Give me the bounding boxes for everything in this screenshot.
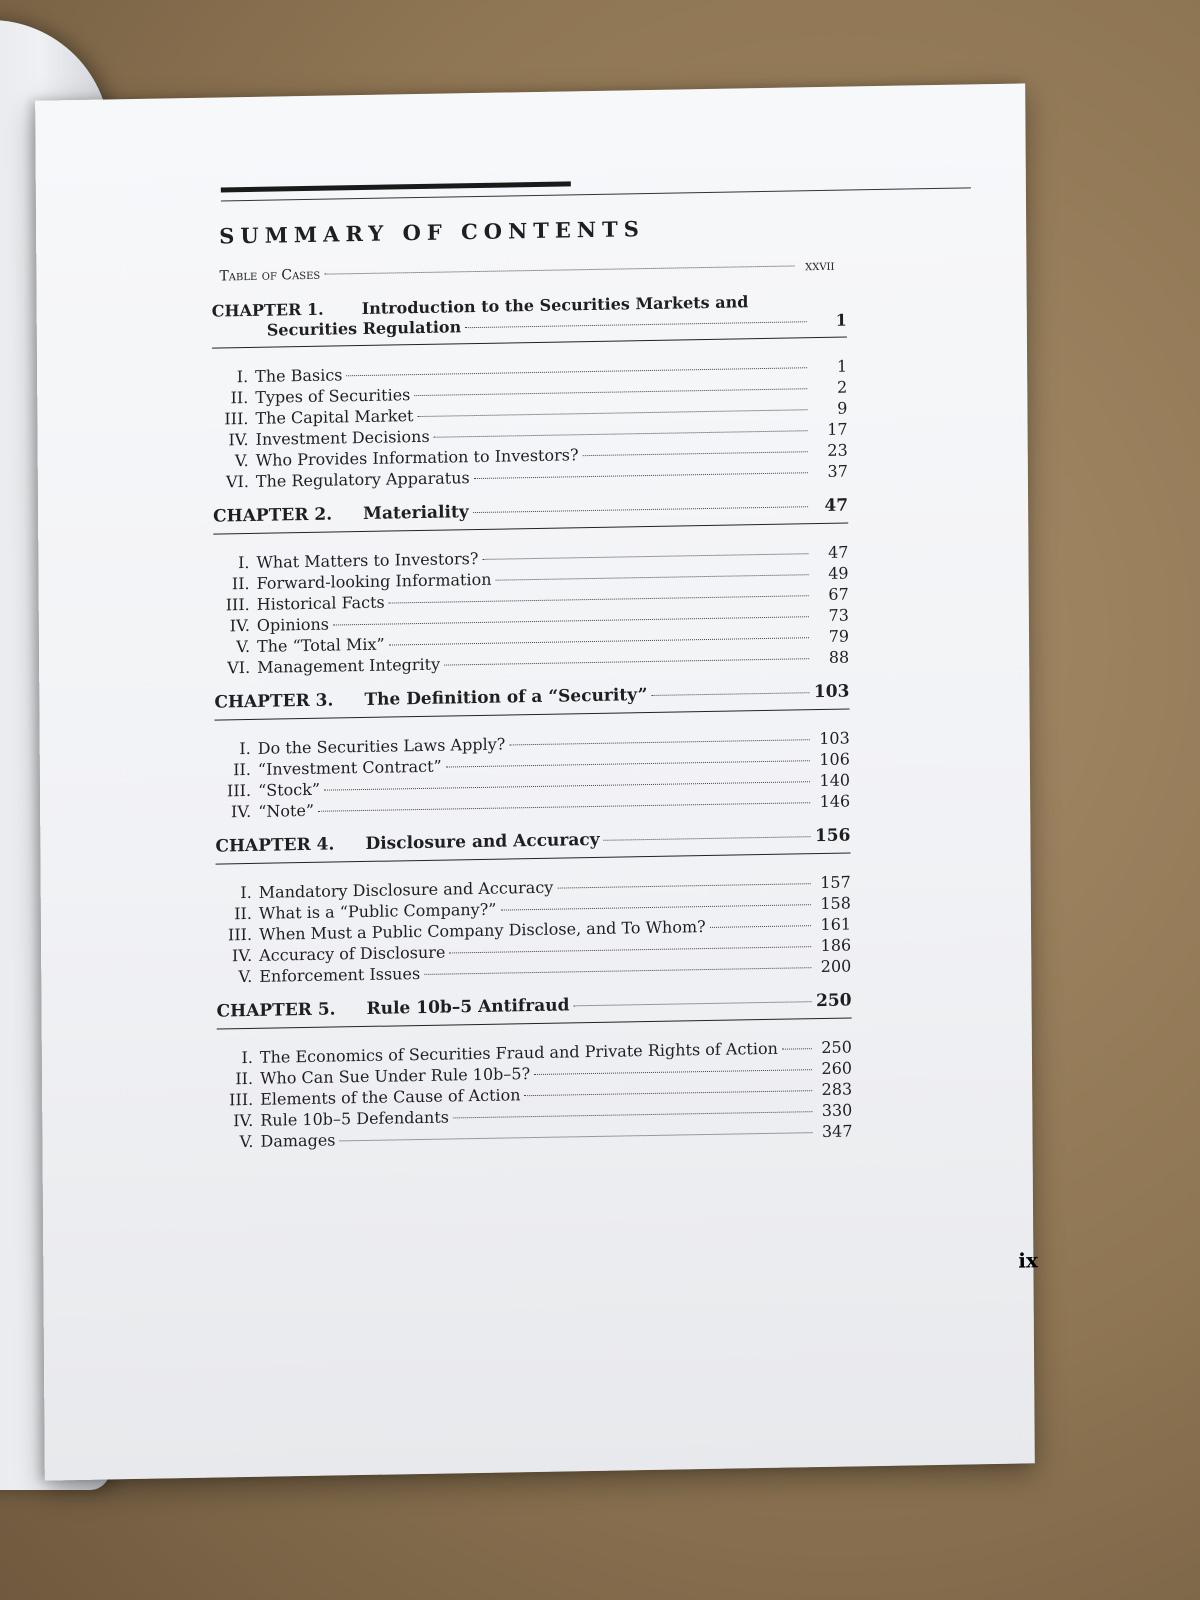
section-title: Management Integrity: [257, 654, 441, 677]
section-title: Types of Securities: [255, 385, 411, 407]
section-number: VI.: [225, 471, 249, 492]
chapter-page: 103: [813, 681, 850, 703]
section-number: I.: [241, 1047, 253, 1068]
dot-leader: [318, 802, 810, 812]
section-page: 9: [837, 398, 848, 418]
section-number: V.: [234, 450, 249, 471]
section-page: 73: [828, 605, 849, 625]
section-page: 347: [821, 1121, 853, 1141]
section-page: 1: [836, 356, 848, 376]
section-page: 161: [820, 914, 852, 935]
section-title: “Stock”: [257, 779, 321, 800]
dot-leader: [782, 1048, 812, 1050]
chapter-page: 47: [824, 495, 849, 516]
section-page: 88: [828, 647, 850, 667]
chapter-heading-line: [214, 682, 849, 714]
section-list: [216, 871, 852, 987]
dot-leader: [417, 409, 807, 417]
dot-leader: [710, 925, 811, 928]
section-page: 157: [820, 872, 851, 893]
chapter-heading-line: [217, 990, 852, 1022]
section-title: Forward-looking Information: [256, 569, 492, 593]
dot-leader: [424, 967, 811, 975]
section-number: III.: [224, 408, 249, 429]
section-title: Rule 10b–5 Defendants: [260, 1107, 450, 1130]
section-page: 17: [827, 419, 848, 439]
chapter-title-continued: Securities Regulation: [266, 317, 462, 340]
dot-leader: [583, 451, 808, 456]
section-page: 2: [837, 377, 848, 397]
section-number: I.: [236, 366, 249, 387]
chapter-heading: [215, 825, 850, 864]
section-list: [212, 356, 848, 493]
section-number: IV.: [228, 429, 249, 450]
chapter-title: Materiality: [363, 502, 469, 524]
section-number: II.: [234, 903, 252, 924]
section-number: V.: [238, 966, 253, 987]
section-number: III.: [226, 780, 252, 801]
section-title: The Capital Market: [255, 406, 414, 428]
section-page: 140: [819, 770, 851, 791]
chapter-label: CHAPTER 1.: [211, 299, 324, 321]
section-page: 49: [828, 563, 849, 583]
contents-block: [211, 174, 998, 1153]
section-title: The Basics: [255, 365, 343, 386]
chapter-page: 1: [835, 310, 847, 330]
page-number: ix: [1018, 1248, 1039, 1273]
section-number: III.: [227, 924, 253, 945]
section-title: What is a “Public Company?”: [258, 899, 497, 923]
section-number: IV.: [231, 945, 253, 966]
section-page: 283: [821, 1079, 853, 1100]
dot-leader: [482, 553, 808, 560]
table-of-cases-label: Table of Cases: [219, 266, 321, 285]
chapter-label: CHAPTER 2.: [213, 504, 333, 527]
section-number: I.: [239, 738, 251, 759]
dot-leader: [573, 1001, 811, 1006]
section-page: 158: [820, 893, 851, 914]
section-number: I.: [237, 552, 250, 573]
dot-leader: [525, 1090, 813, 1096]
section-page: 23: [827, 440, 848, 460]
section-number: III.: [229, 1089, 254, 1110]
section-title: Opinions: [256, 614, 329, 635]
dot-leader: [465, 321, 807, 328]
section-page: 47: [827, 542, 849, 562]
chapter-heading: [212, 291, 847, 349]
section-title: Mandatory Disclosure and Accuracy: [258, 877, 554, 902]
section-page: 67: [828, 584, 849, 604]
section-number: II.: [231, 573, 250, 594]
section-page: 103: [819, 728, 850, 749]
dot-leader: [474, 472, 808, 479]
section-number: VI.: [227, 657, 251, 678]
section-number: V.: [236, 636, 251, 657]
section-title: “Investment Contract”: [257, 756, 442, 779]
toc-entry-table-of-cases: [219, 256, 834, 288]
section-title: Investment Decisions: [255, 426, 430, 449]
section-number: IV.: [233, 1110, 254, 1131]
dot-leader: [534, 1069, 812, 1075]
dot-leader: [453, 1111, 812, 1118]
dot-leader: [324, 781, 810, 790]
section-title: Damages: [260, 1130, 336, 1151]
dot-leader: [500, 904, 810, 910]
section-page: 106: [819, 749, 850, 770]
section-title: “Note”: [258, 800, 315, 821]
section-title: The Economics of Securities Fraud and Private Rights of Action: [259, 1038, 778, 1067]
section-list: [215, 728, 851, 823]
chapter-label: CHAPTER 3.: [214, 690, 334, 713]
chapter-label: CHAPTER 5.: [216, 999, 336, 1022]
header-rule-thick: [221, 181, 571, 192]
dot-leader: [414, 388, 807, 396]
dot-leader: [509, 739, 809, 745]
section-title: The “Total Mix”: [256, 634, 385, 656]
section-title: Accuracy of Disclosure: [259, 942, 446, 965]
dot-leader: [473, 506, 808, 513]
dot-leader: [444, 658, 809, 665]
page-title: SUMMARY OF CONTENTS: [219, 216, 645, 249]
section-number: V.: [239, 1131, 254, 1152]
dot-leader: [389, 595, 809, 603]
section-title: Elements of the Cause of Action: [260, 1085, 521, 1109]
chapter-heading-line: [215, 825, 850, 857]
dot-leader: [339, 1132, 812, 1141]
section-page: 37: [827, 461, 848, 481]
section-number: II.: [230, 387, 249, 408]
section-list: [217, 1036, 853, 1152]
chapter-list: [212, 288, 998, 1153]
chapter-heading: [214, 682, 849, 721]
dot-leader: [449, 946, 811, 953]
dot-leader: [446, 760, 810, 767]
chapter-heading: [213, 496, 848, 535]
chapter-heading-line: [213, 496, 848, 528]
section-page: 260: [821, 1058, 853, 1079]
section-number: IV.: [230, 801, 252, 822]
section-list: [213, 542, 849, 679]
book-page: [35, 83, 1039, 1480]
section-number: II.: [233, 759, 251, 780]
section-page: 330: [821, 1100, 853, 1121]
section-title: The Regulatory Apparatus: [255, 468, 470, 491]
dot-leader: [324, 265, 794, 274]
section-number: II.: [235, 1068, 254, 1089]
chapter-page: 250: [815, 990, 852, 1012]
section-page: 250: [821, 1037, 852, 1058]
dot-leader: [434, 430, 808, 438]
section-page: 200: [820, 956, 852, 977]
section-title: Enforcement Issues: [259, 964, 421, 986]
dot-leader: [557, 883, 810, 888]
dot-leader: [495, 574, 808, 580]
section-title: Do the Securities Laws Apply?: [257, 734, 506, 758]
chapter-page: 156: [814, 825, 851, 847]
section-page: 186: [820, 935, 852, 956]
section-title: Who Can Sue Under Rule 10b–5?: [259, 1064, 531, 1088]
chapter-title: Introduction to the Securities Markets and: [361, 292, 749, 319]
chapter-title: Rule 10b–5 Antifraud: [366, 995, 570, 1019]
section-title: When Must a Public Company Disclose, and To Whom?: [258, 917, 706, 944]
table-of-cases-page: xxvii: [804, 257, 835, 275]
dot-leader: [651, 692, 809, 696]
dot-leader: [389, 637, 809, 645]
section-number: I.: [240, 882, 252, 903]
section-title: Who Provides Information to Investors?: [255, 445, 579, 470]
chapter-title: Disclosure and Accuracy: [365, 829, 600, 854]
section-page: 146: [819, 791, 851, 812]
section-page: 79: [828, 626, 850, 646]
header-rule: [221, 174, 971, 203]
section-number: III.: [225, 594, 250, 615]
dot-leader: [333, 616, 809, 625]
section-number: IV.: [229, 615, 250, 636]
dot-leader: [604, 836, 811, 841]
dot-leader: [346, 367, 807, 376]
chapter-label: CHAPTER 4.: [215, 834, 335, 857]
chapter-title: The Definition of a “Security”: [364, 685, 648, 710]
chapter-heading: [217, 990, 852, 1029]
section-title: Historical Facts: [256, 592, 385, 614]
section-title: What Matters to Investors?: [256, 548, 479, 572]
